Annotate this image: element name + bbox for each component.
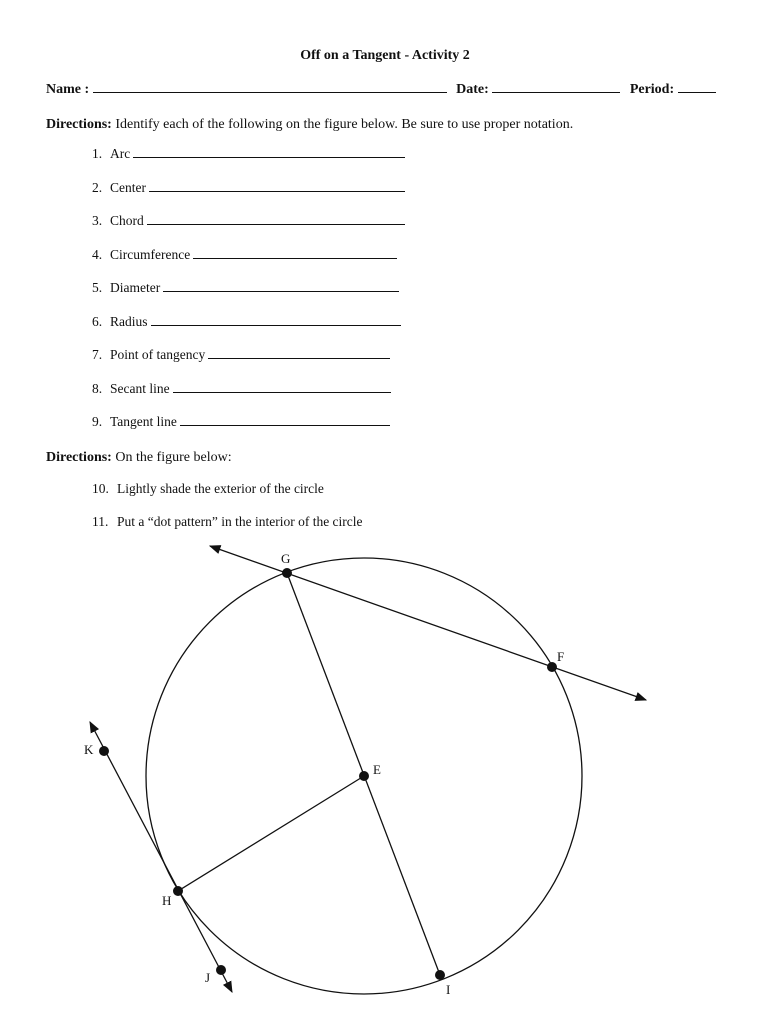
label-f: F [557,649,565,664]
period-label: Period: [629,82,675,97]
item-label: Lightly shade the exterior of the circle [117,481,324,496]
item-number: 5. [92,280,103,295]
label-i: I [446,982,451,997]
point-k [99,746,109,756]
item-label: Arc [110,146,131,161]
item-number: 2. [92,179,103,195]
radius-eh [178,776,364,891]
item-label: Chord [110,213,144,228]
name-label: Name : [46,82,90,97]
point-g [282,568,292,578]
item-number: 11. [92,514,109,529]
item-label: Center [110,179,146,195]
label-e: E [373,762,381,777]
directions-label: Directions: [46,117,112,132]
page-title: Off on a Tangent - Activity 2 [300,48,470,63]
label-h: H [162,893,172,908]
date-label: Date: [456,82,489,97]
item-label: Secant line [110,380,170,396]
item-number: 1. [92,146,103,161]
secant-line-gf [210,546,646,700]
item-label: Circumference [110,246,191,262]
directions-text: Identify each of the following on the figure below. Be sure to use proper notation. [115,117,574,132]
item-label: Put a “dot pattern” in the interior of the circle [117,514,363,529]
item-number: 8. [92,380,103,396]
item-number: 10. [92,481,109,496]
label-g: G [281,551,291,566]
item-label: Diameter [110,280,161,295]
directions-text: On the figure below: [115,450,232,465]
item-number: 4. [92,246,103,262]
item-number: 6. [92,313,103,329]
item-label: Tangent line [110,414,177,429]
point-i [435,970,445,980]
item-label: Point of tangency [110,347,206,362]
item-number: 9. [92,414,103,429]
point-e [359,771,369,781]
tangent-line-kj [90,722,232,992]
item-number: 7. [92,347,103,362]
label-k: K [84,742,94,757]
label-j: J [205,970,211,985]
point-f [547,662,557,672]
item-number: 3. [92,213,103,228]
point-j [216,965,226,975]
item-label: Radius [110,313,148,329]
directions-label: Directions: [46,450,112,465]
point-h [173,886,183,896]
